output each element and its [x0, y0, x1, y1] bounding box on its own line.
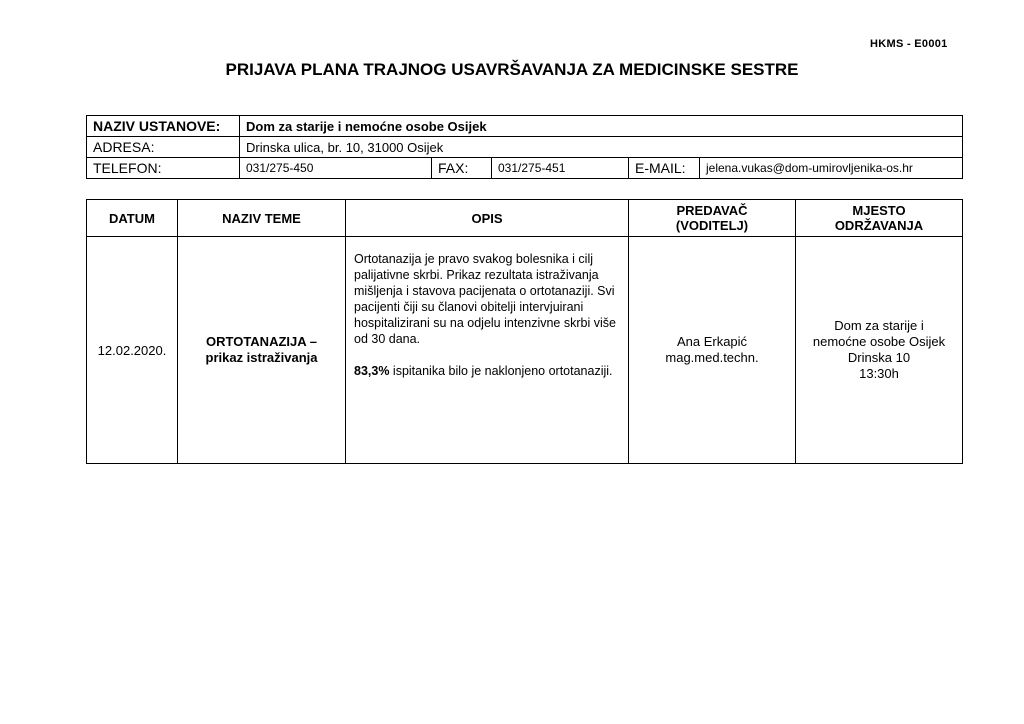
fax-value: 031/275-451 — [492, 158, 629, 179]
naziv-value: Dom za starije i nemoćne osobe Osijek — [240, 116, 963, 137]
opis-paragraph-1: Ortotanazija je pravo svakog bolesnika i cilj palijativne skrbi. Prikaz rezultata istraživanja mišljenja i stavova pacijenata o ortotanaziji. Svi pacijenti čiji su članovi obitelji intervjuirani hospitalizirani su na odjelu intenzivne skrbi više od 30 dana. — [354, 252, 616, 346]
adresa-label: ADRESA: — [87, 137, 240, 158]
predavac-name: Ana Erkapić — [676, 334, 748, 349]
telefon-value: 031/275-450 — [240, 158, 432, 179]
naziv-label: NAZIV USTANOVE: — [87, 116, 240, 137]
mjesto-line3: Drinska 10 — [847, 350, 911, 365]
telefon-label: TELEFON: — [87, 158, 240, 179]
header-mjesto-line1: MJESTO — [852, 203, 906, 218]
header-mjesto — [796, 200, 963, 237]
opis-percentage: 83,3% — [354, 364, 390, 378]
institution-info-table — [86, 115, 963, 179]
cell-mjesto — [796, 237, 963, 464]
header-opis: OPIS — [346, 200, 629, 237]
tema-line2: prikaz istraživanja — [205, 350, 318, 365]
cell-opis — [346, 237, 629, 464]
opis-paragraph-2-text: ispitanika bilo je naklonjeno ortotanaziji. — [389, 364, 613, 378]
header-predavac-line2: (VODITELJ) — [675, 218, 749, 233]
cell-naziv-teme — [178, 237, 346, 464]
mjesto-line1: Dom za starije i — [834, 318, 924, 333]
email-value: jelena.vukas@dom-umirovljenika-os.hr — [700, 158, 963, 179]
education-plan-table — [86, 199, 963, 464]
cell-datum: 12.02.2020. — [87, 237, 178, 464]
table-row — [87, 237, 963, 464]
tema-line1: ORTOTANAZIJA – — [206, 334, 317, 349]
header-datum: DATUM — [87, 200, 178, 237]
fax-label: FAX: — [432, 158, 492, 179]
mjesto-line2: nemoćne osobe Osijek — [812, 334, 946, 349]
page-title: PRIJAVA PLANA TRAJNOG USAVRŠAVANJA ZA MEDICINSKE SESTRE — [225, 60, 799, 79]
mjesto-line4: 13:30h — [859, 366, 899, 381]
predavac-title: mag.med.techn. — [665, 350, 759, 365]
header-naziv-teme: NAZIV TEME — [178, 200, 346, 237]
form-code: HKMS - E0001 — [870, 38, 948, 50]
header-predavac-line1: PREDAVAČ — [676, 203, 748, 218]
header-mjesto-line2: ODRŽAVANJA — [834, 218, 924, 233]
header-predavac — [629, 200, 796, 237]
adresa-value: Drinska ulica, br. 10, 31000 Osijek — [240, 137, 963, 158]
email-label: E-MAIL: — [629, 158, 700, 179]
opis-paragraph-2 — [354, 363, 620, 379]
cell-predavac — [629, 237, 796, 464]
